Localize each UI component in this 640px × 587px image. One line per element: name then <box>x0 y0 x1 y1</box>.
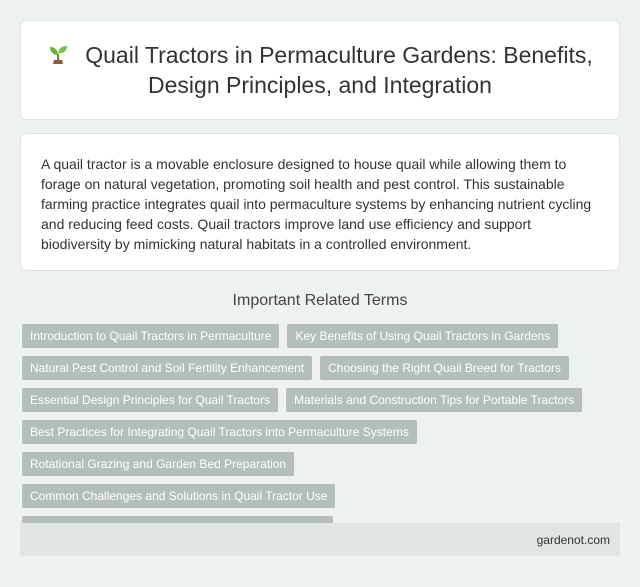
footer <box>20 523 620 556</box>
related-term-link[interactable]: Rotational Grazing and Garden Bed Preparation <box>22 452 294 476</box>
summary-card <box>20 133 620 271</box>
sprout-icon <box>47 43 69 65</box>
summary-text: A quail tractor is a movable enclosure designed to house quail while allowing them to forage on natural vegetation, promoting soil health and pest control. This sustainable farming practice integrates quail into permaculture systems by enhancing nutrient cycling and reducing feed costs. Quail tractors improve land use efficiency and support biodiversity by mimicking natural habitats in a controlled environment. <box>41 156 592 252</box>
related-terms-list <box>22 324 622 548</box>
related-term-link[interactable]: Essential Design Principles for Quail Tractors <box>22 388 278 412</box>
related-term-link[interactable]: Introduction to Quail Tractors in Permaculture <box>22 324 279 348</box>
related-term-link[interactable]: Materials and Construction Tips for Portable Tractors <box>286 388 582 412</box>
related-term-link[interactable]: Common Challenges and Solutions in Quail Tractor Use <box>22 484 335 508</box>
footer-site-link[interactable]: gardenot.com <box>536 532 610 547</box>
related-term-link[interactable]: Choosing the Right Quail Breed for Tractors <box>320 356 569 380</box>
page-title-text: Quail Tractors in Permaculture Gardens: Benefits, Design Principles, and Integration <box>85 42 593 98</box>
related-term-link[interactable]: Key Benefits of Using Quail Tractors in Gardens <box>287 324 558 348</box>
page-title <box>21 40 619 100</box>
related-terms-heading: Important Related Terms <box>232 292 408 309</box>
related-term-link[interactable]: Best Practices for Integrating Quail Tractors into Permaculture Systems <box>22 420 417 444</box>
related-term-link[interactable]: Natural Pest Control and Soil Fertility Enhancement <box>22 356 312 380</box>
title-card <box>20 20 620 120</box>
